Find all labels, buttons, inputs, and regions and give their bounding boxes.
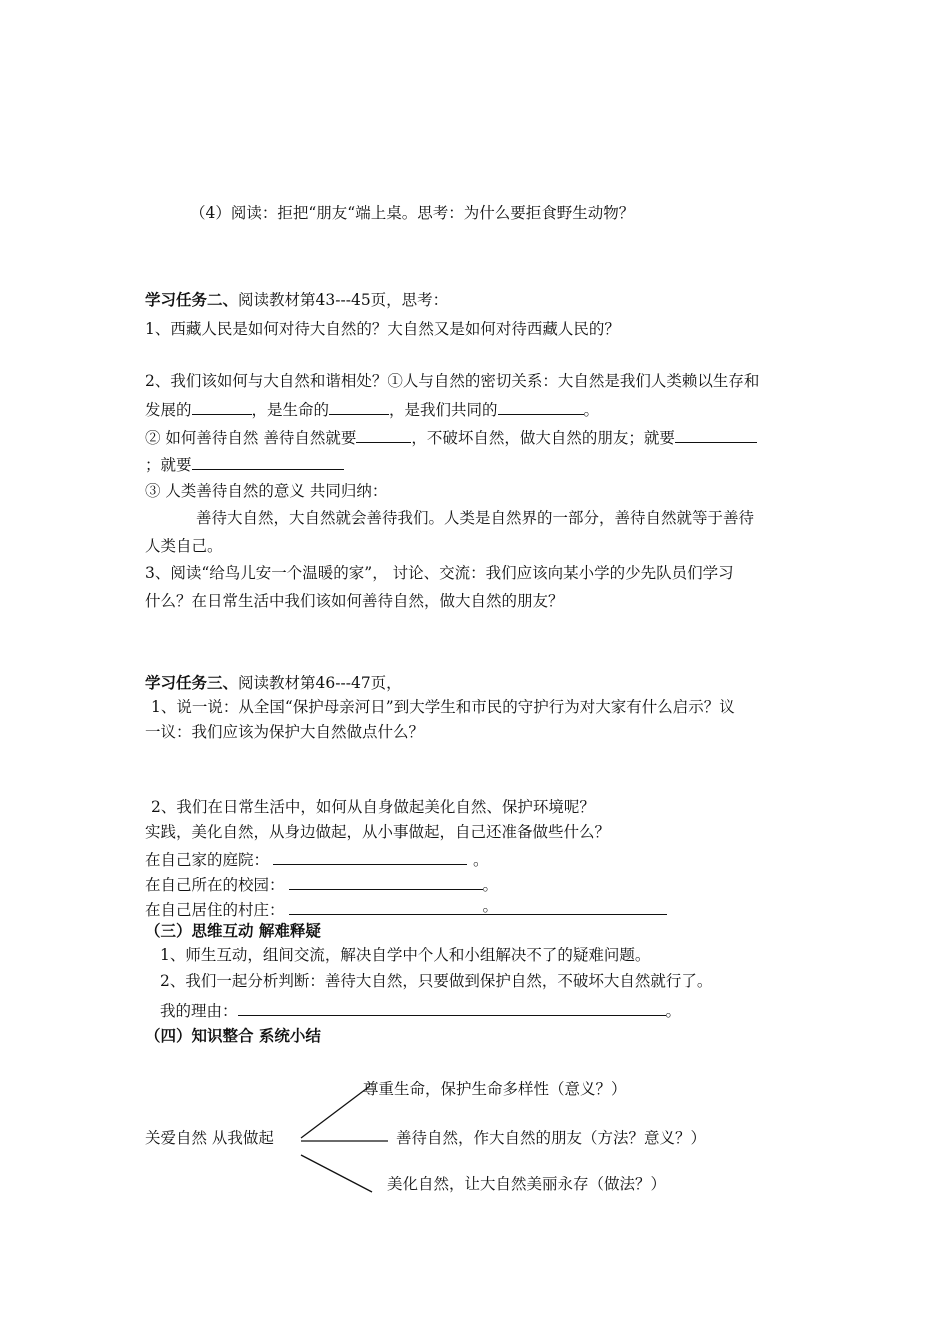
q2-how-a: ② 如何善待自然 善待自然就要: [145, 429, 357, 447]
reason-label: 我的理由：: [160, 1002, 238, 1020]
task3-question-2-line-1: 2、我们在日常生活中，如何从自身做起美化自然、保护环境呢？: [151, 798, 595, 816]
period: 。: [482, 876, 499, 894]
school-label: 在自己所在的校园：: [145, 876, 285, 894]
q2-text-b: ，是生命的: [251, 401, 330, 419]
part3-item-1: 1、师生互动，组间交流，解决自学中个人和小组解决不了的疑难问题。: [160, 946, 651, 964]
period: 。: [665, 1002, 682, 1020]
connector-line-lower: [301, 1155, 372, 1192]
task2-question-2-line-5: ③ 人类善待自然的意义 共同归纳：: [145, 482, 388, 500]
part3-heading: （三）思维互动 解难释疑: [145, 921, 321, 940]
task2-intro: 阅读教材第43---45页，思考：: [238, 291, 449, 309]
task3-title: 学习任务三、: [145, 673, 239, 692]
branch-beautify-nature: 美化自然，让大自然美丽永存（做法？）: [387, 1175, 667, 1193]
task3-question-1-line-1: 1、说一说：从全国“保护母亲河日”到大学生和市民的守护行为对大家有什么启示？议: [151, 698, 735, 716]
village-label: 在自己居住的村庄：: [145, 901, 285, 919]
q2-text-a: 发展的: [145, 401, 192, 419]
period: 。: [482, 897, 499, 915]
task2-question-2-line-1: 2、我们该如何与大自然和谐相处？①人与自然的密切关系：大自然是我们人类赖以生存和: [145, 372, 760, 390]
part4-heading: （四）知识整合 系统小结: [145, 1026, 321, 1045]
q2-need: ；就要: [145, 456, 192, 474]
task2-question-2-line-6: 善待大自然，大自然就会善待我们。人类是自然界的一部分，善待自然就等于善待: [196, 509, 755, 527]
q2-text-d: 。: [583, 401, 600, 419]
part3-item-2: 2、我们一起分析判断：善待大自然，只要做到保护自然，不破坏大自然就行了。: [160, 972, 713, 990]
task3-question-2-line-2: 实践，美化自然，从身边做起，从小事做起，自己还准备做些什么？: [145, 823, 611, 841]
reading-item-4: （4）阅读：拒把“朋友“端上桌。思考：为什么要拒食野生动物？: [190, 204, 635, 222]
task2-title: 学习任务二、: [145, 290, 239, 309]
home-label: 在自己家的庭院：: [145, 851, 270, 869]
period: 。: [473, 851, 489, 869]
connector-line-upper: [301, 1086, 370, 1138]
branch-treat-nature: 善待自然，作大自然的朋友（方法？意义？）: [396, 1129, 707, 1147]
task3-intro: 阅读教材第46---47页，: [238, 674, 402, 692]
task2-question-3-line-2: 什么？在日常生活中我们该如何善待自然，做大自然的朋友？: [145, 592, 564, 610]
task2-question-2-line-7: 人类自己。: [145, 537, 223, 555]
root-care-nature: 关爱自然 从我做起: [145, 1129, 274, 1147]
branch-respect-life: 尊重生命，保护生命多样性（意义？）: [363, 1080, 627, 1098]
q2-how-b: ，不破坏自然，做大自然的朋友；就要: [411, 429, 675, 447]
task2-question-3-line-1: 3、阅读“给鸟儿安一个温暖的家”， 讨论、交流：我们应该向某小学的少先队员们学习: [145, 564, 734, 582]
q2-text-c: ，是我们共同的: [389, 401, 498, 419]
task2-question-1: 1、西藏人民是如何对待大自然的？大自然又是如何对待西藏人民的？: [145, 320, 620, 338]
task3-question-1-line-2: 一议：我们应该为保护大自然做点什么？: [145, 723, 425, 741]
